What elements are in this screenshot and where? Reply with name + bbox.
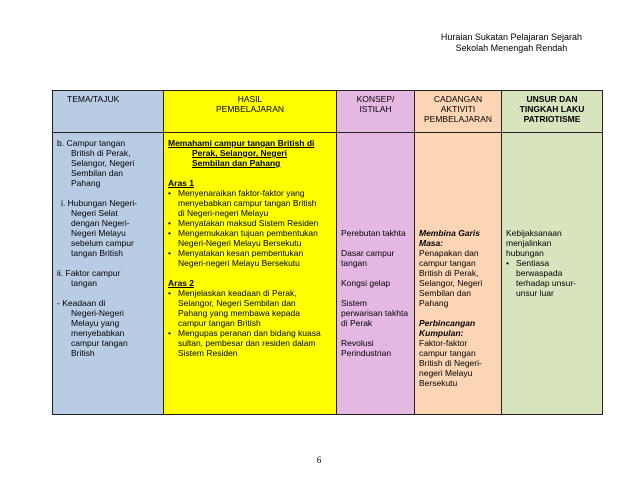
text-line: Menyenaraikan faktor-faktor yang: [178, 188, 305, 198]
bullet-icon: •: [168, 228, 171, 238]
text-line: dengan Negeri-: [71, 218, 130, 228]
text-line: British: [71, 348, 95, 358]
bullet-icon: •: [168, 248, 171, 258]
column-header-text: PATRIOTISME: [523, 114, 581, 124]
column-header-unsur: [502, 91, 603, 133]
text-line: Mengemukakan tujuan pembentukan: [178, 228, 318, 238]
text-line: berwaspada: [516, 268, 563, 278]
concept-item: perwarisan takhta: [341, 308, 409, 318]
column-header-text: AKTIVITI: [440, 104, 476, 114]
text-line: menyebabkan: [71, 328, 125, 338]
concept-item: Perindustrian: [341, 348, 392, 358]
text-line: campur tangan British: [178, 318, 261, 328]
header-line-1: Huraian Sukatan Pelajaran Sejarah: [440, 32, 582, 42]
text-line: Sembilan dan: [71, 168, 123, 178]
page-number: 6: [316, 455, 322, 465]
text-line: Pahang: [71, 178, 101, 188]
bullet-icon: •: [168, 188, 171, 198]
text-line: Bersekutu: [419, 378, 458, 388]
text-line: ii. Faktor campur: [57, 268, 121, 278]
text-line: Faktor-faktor: [419, 338, 468, 348]
column-header-konsep: [337, 91, 415, 133]
text-line: Selangor, Negeri: [419, 278, 483, 288]
text-line: b. Campur tangan: [57, 138, 126, 148]
document-header: [441, 32, 582, 54]
text-line: di Negeri-negeri Melayu: [178, 208, 269, 218]
text-line: Sembilan dan: [419, 288, 471, 298]
objective-title: Perak, Selangor, Negeri: [192, 148, 287, 158]
cell-konsep: [337, 133, 415, 415]
text-line: i. Hubungan Negeri-: [61, 198, 138, 208]
objective-title: Sembilan dan Pahang: [192, 158, 281, 168]
activity-title: Masa:: [419, 238, 444, 248]
column-header-cadangan: [415, 91, 502, 133]
list-item: [168, 288, 333, 328]
cell-hasil: [164, 133, 337, 415]
activity-title: Kumpulan:: [419, 328, 464, 338]
text-line: menjalinkan: [506, 238, 552, 248]
concept-item: Sistem: [341, 298, 367, 308]
column-header-text: TINGKAH LAKU: [519, 104, 585, 114]
text-line: Selangor, Negeri Sembilan dan: [178, 298, 296, 308]
text-line: Mengupas peranan dan bidang kuasa: [178, 328, 321, 338]
table-header-row: [53, 91, 603, 133]
aras-2-label: Aras 2: [168, 278, 194, 288]
list-item: [168, 248, 333, 268]
text-line: Negeri-negeri Melayu Bersekutu: [178, 258, 300, 268]
text-line: campur tangan: [419, 348, 476, 358]
list-item: [168, 218, 333, 228]
text-line: campur tangan: [71, 338, 128, 348]
bullet-icon: •: [168, 328, 171, 338]
column-header-text: PEMBELAJARAN: [423, 114, 493, 124]
text-line: sultan, pembesar dan residen dalam: [178, 338, 316, 348]
text-line: hubungan: [506, 248, 544, 258]
concept-item: Dasar campur: [341, 248, 395, 258]
concept-item: Kongsi gelap: [341, 278, 391, 288]
text-line: Melayu yang: [71, 318, 120, 328]
concept-item: Perebutan takhta: [341, 228, 406, 238]
table-content-row: [53, 133, 603, 415]
column-header-text: KONSEP/: [356, 94, 395, 104]
syllabus-table: [52, 90, 603, 415]
column-header-hasil: [164, 91, 337, 133]
list-item: [168, 188, 333, 218]
text-line: British di Perak,: [419, 268, 479, 278]
activity-title: Perbincangan: [419, 318, 476, 328]
text-line: British di Negeri-: [419, 358, 482, 368]
column-header-text: ISTILAH: [359, 104, 392, 114]
text-line: negeri Melayu: [419, 368, 473, 378]
column-header-text: TEMA/TAJUK: [67, 94, 120, 104]
concept-item: di Perak: [341, 318, 373, 328]
text-line: - Keadaan di: [57, 298, 106, 308]
column-header-text: CADANGAN: [433, 94, 483, 104]
text-line: Selangor, Negeri: [71, 158, 135, 168]
text-line: Negeri Melayu: [71, 228, 126, 238]
text-line: Menjelaskan keadaan di Perak,: [178, 288, 297, 298]
text-line: Penapakan dan: [419, 248, 479, 258]
bullet-icon: •: [168, 288, 171, 298]
concept-item: Revolusi: [341, 338, 374, 348]
text-line: terhadap unsur-: [516, 278, 577, 288]
cell-cadangan: [415, 133, 502, 415]
list-item: [506, 258, 599, 298]
list-item: [168, 228, 333, 248]
bullet-icon: •: [506, 258, 509, 268]
text-line: unsur luar: [516, 288, 554, 298]
list-item: [168, 328, 333, 358]
text-line: Menyatakan maksud Sistem Residen: [178, 218, 319, 228]
column-header-tema: [53, 91, 164, 133]
text-line: Negeri Selat: [71, 208, 118, 218]
text-line: Pahang: [419, 298, 449, 308]
text-line: sebelum campur: [71, 238, 134, 248]
header-line-2: Sekolah Menengah Rendah: [455, 43, 568, 53]
concept-item: tangan: [341, 258, 367, 268]
text-line: Pahang yang membawa kepada: [178, 308, 300, 318]
text-line: campur tangan: [419, 258, 476, 268]
text-line: Menyatakan kesan pembentukan: [178, 248, 304, 258]
column-header-text: PEMBELAJARAN: [215, 104, 285, 114]
text-line: tangan: [71, 278, 97, 288]
aras-1-label: Aras 1: [168, 178, 194, 188]
cell-tema: [53, 133, 164, 415]
text-line: British di Perak,: [71, 148, 131, 158]
activity-title: Membina Garis: [419, 228, 480, 238]
text-line: Sistem Residen: [178, 348, 238, 358]
objective-title: Memahami campur tangan British di: [168, 138, 315, 148]
text-line: tangan British: [71, 248, 123, 258]
text-line: Negeri-Negeri Melayu Bersekutu: [178, 238, 302, 248]
text-line: Sentiasa: [516, 258, 550, 268]
cell-unsur: [502, 133, 603, 415]
column-header-text: HASIL: [237, 94, 263, 104]
text-line: Kebijaksanaan: [506, 228, 562, 238]
bullet-icon: •: [168, 218, 171, 228]
text-line: Negeri-Negeri: [71, 308, 124, 318]
column-header-text: UNSUR DAN: [526, 94, 578, 104]
text-line: menyebabkan campur tangan British: [178, 198, 317, 208]
